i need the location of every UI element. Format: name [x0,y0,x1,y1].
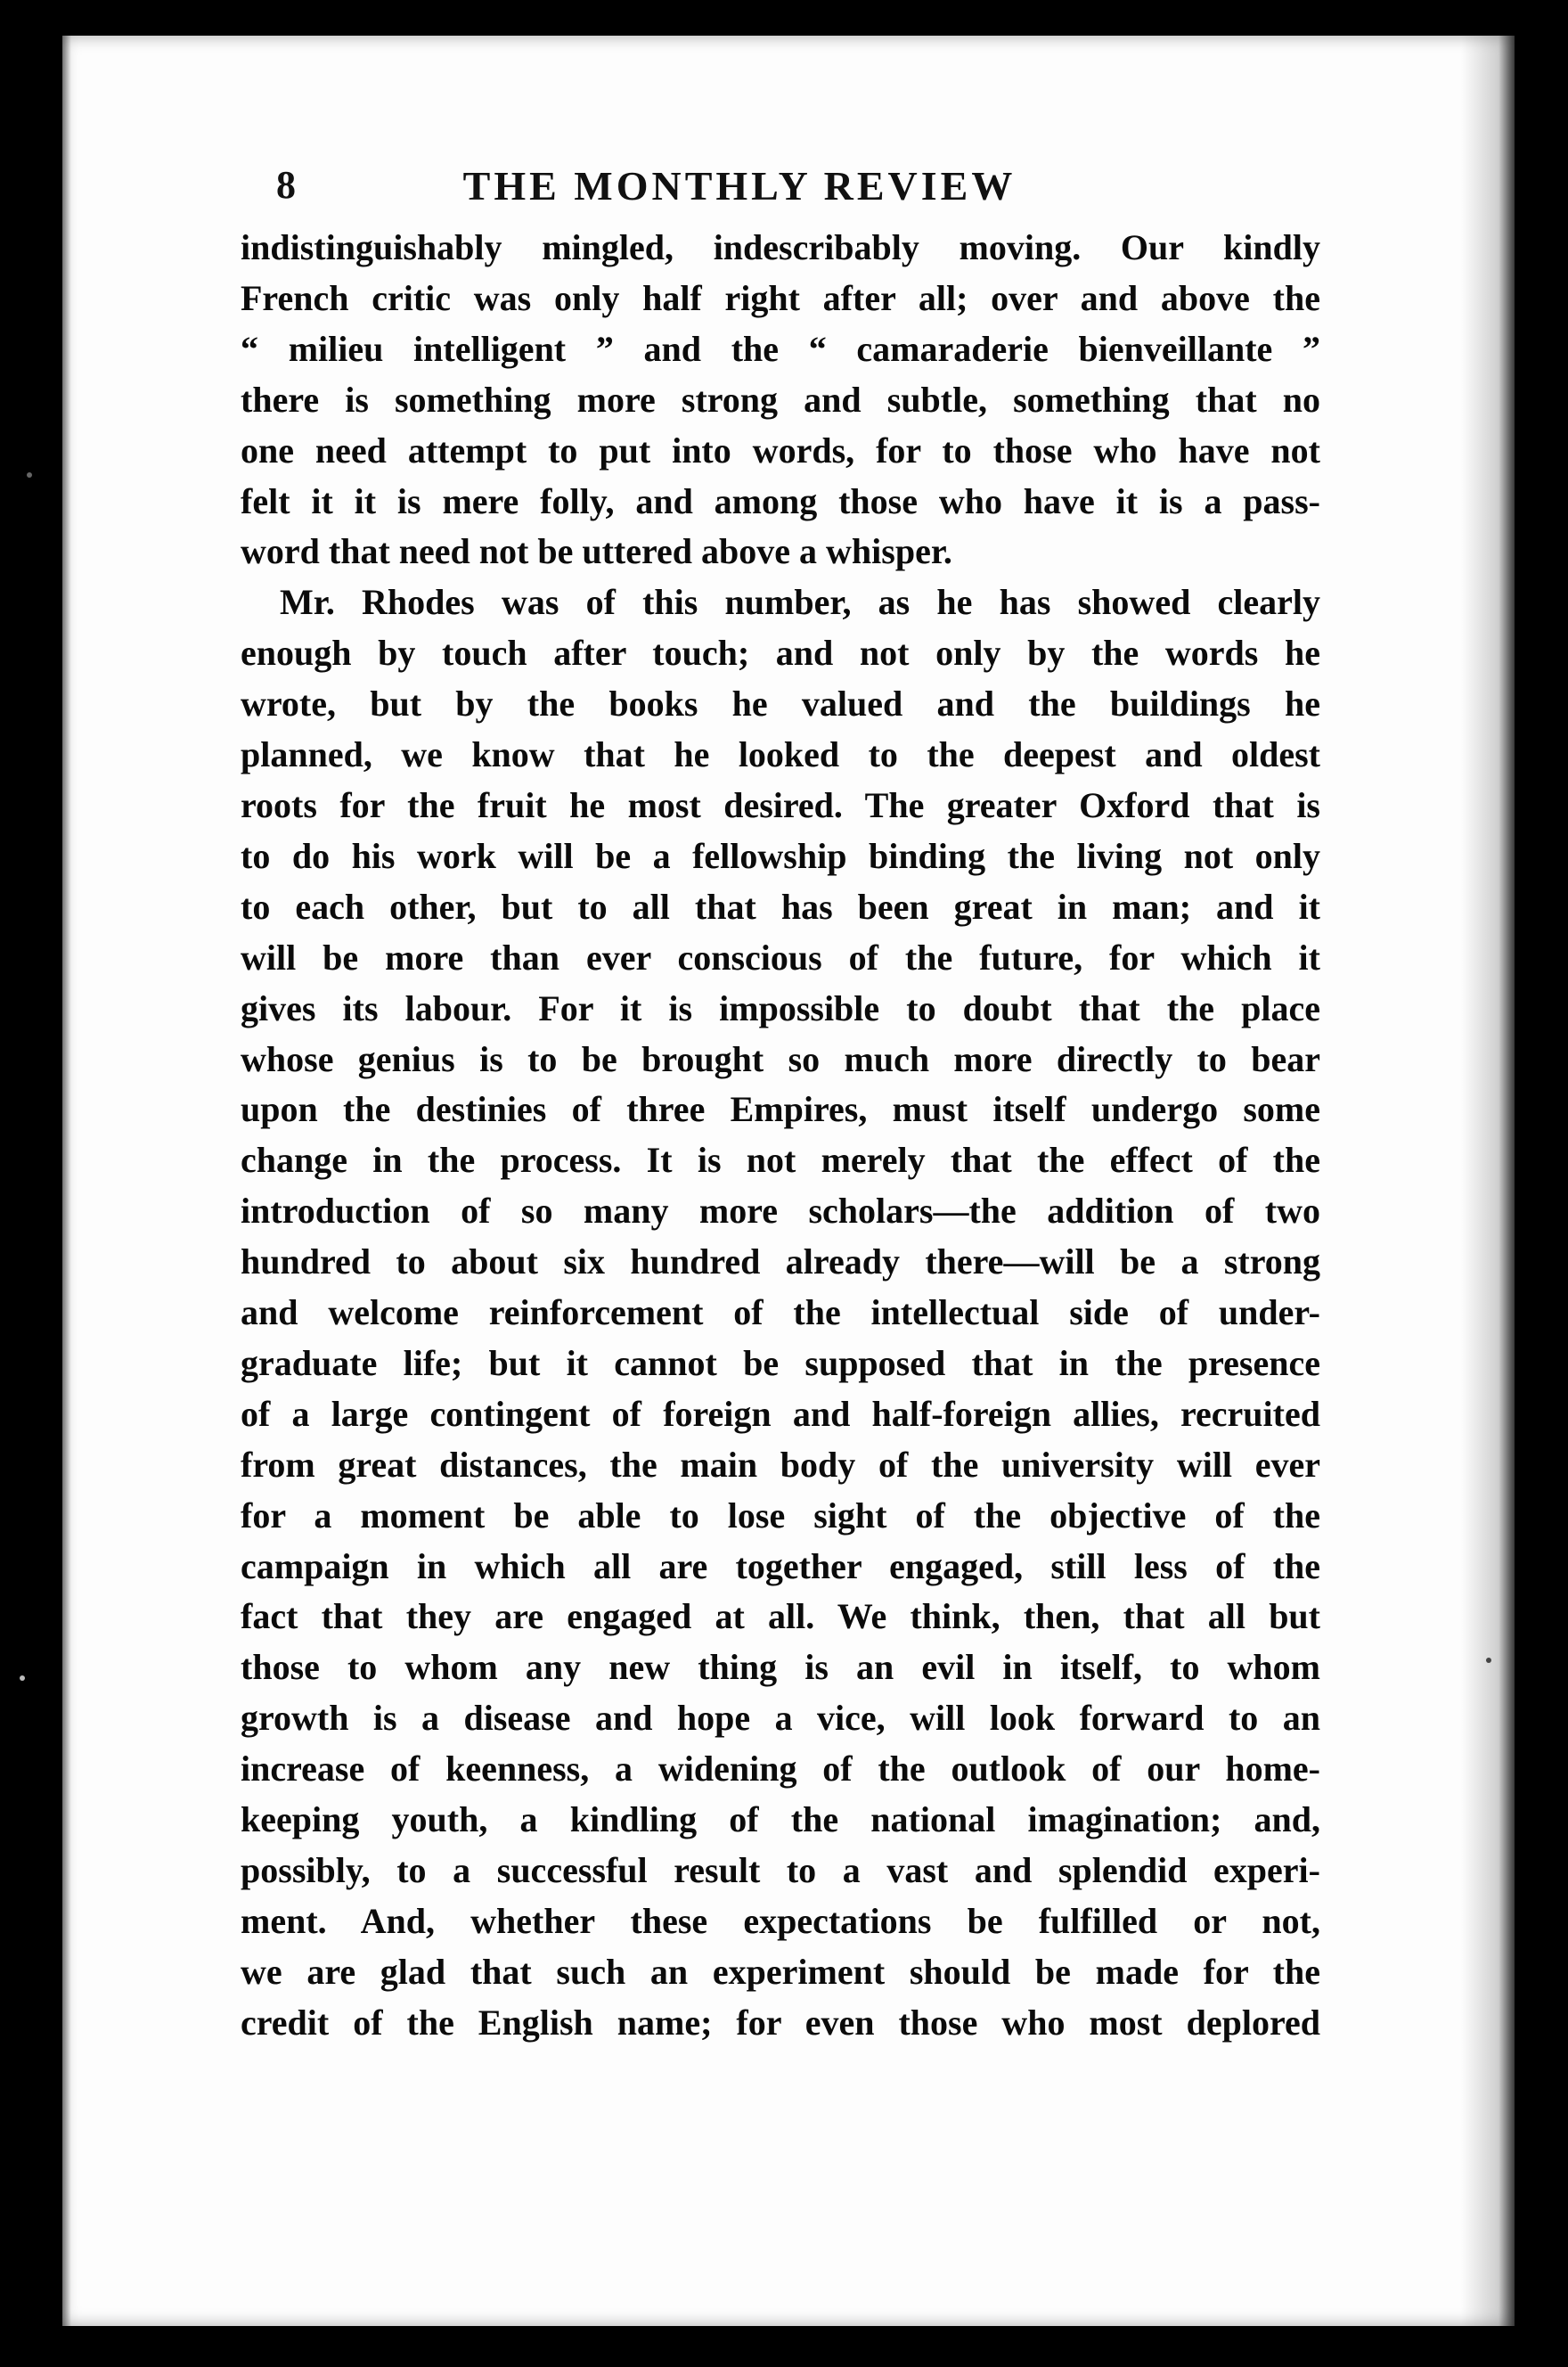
text-line: “ milieu intelligent ” and the “ camaraderie bienveillante ” [241,328,1320,369]
scan-speck [1486,1658,1491,1663]
text-line: of a large contingent of foreign and half-foreign allies, recruited [241,1393,1320,1434]
text-line: graduate life; but it cannot be supposed that in the presence [241,1342,1320,1383]
text-line: fact that they are engaged at all. We think, then, that all but [241,1596,1320,1637]
text-line: change in the process. It is not merely that the effect of the [241,1140,1320,1181]
text-line: from great distances, the main body of the university will ever [241,1444,1320,1485]
page-number: 8 [276,163,296,207]
text-line: will be more than ever conscious of the future, for which it [241,937,1320,978]
text-line: upon the destinies of three Empires, must itself undergo some [241,1089,1320,1130]
text-line: whose genius is to be brought so much more directly to bear [241,1038,1320,1079]
page-left-edge [62,36,71,2326]
text-line: and welcome reinforcement of the intellectual side of under- [241,1292,1320,1333]
text-line: word that need not be uttered above a whisper. [241,531,952,572]
scan-speck [27,472,32,478]
text-line: felt it it is mere folly, and among those who have it is a pass- [241,480,1320,521]
text-line: one need attempt to put into words, for to those who have not [241,430,1320,471]
text-line: possibly, to a successful result to a vast and splendid experi- [241,1850,1320,1890]
text-line: those to whom any new thing is an evil in itself, to whom [241,1647,1320,1688]
text-line: to do his work will be a fellowship binding the living not only [241,835,1320,876]
text-line: ment. And, whether these expectations be fulfilled or not, [241,1900,1320,1941]
text-line: there is something more strong and subtle, something that no [241,379,1320,420]
paragraph-2 [241,577,1320,2048]
text-line: wrote, but by the books he valued and the buildings he [241,684,1320,725]
text-line: French critic was only half right after all; over and above the [241,277,1320,318]
running-title: THE MONTHLY REVIEW [462,163,1017,209]
text-line: increase of keenness, a widening of the outlook of our home- [241,1749,1320,1790]
page-binding-shadow [1461,36,1515,2326]
text-line: campaign in which all are together engaged, still less of the [241,1545,1320,1586]
text-line: planned, we know that he looked to the deepest and oldest [241,734,1320,775]
text-line: keeping youth, a kindling of the national imagination; and, [241,1799,1320,1840]
text-line: roots for the fruit he most desired. The greater Oxford that is [241,784,1320,825]
text-line: introduction of so many more scholars—the addition of two [241,1191,1320,1232]
paragraph-1 [241,223,1320,577]
text-line: enough by touch after touch; and not only by the words he [241,633,1320,674]
scan-speck [20,1675,25,1681]
text-line: credit of the English name; for even those who most deplored [241,2002,1320,2043]
text-line: for a moment be able to lose sight of the objective of the [241,1495,1320,1536]
text-line: indistinguishably mingled, indescribably moving. Our kindly [241,227,1320,267]
text-line: Mr. Rhodes was of this number, as he has showed clearly [280,582,1320,623]
body-text [241,223,1320,2049]
text-line: we are glad that such an experiment should be made for the [241,1951,1320,1992]
text-line: to each other, but to all that has been great in man; and it [241,886,1320,927]
text-line: gives its labour. For it is impossible to doubt that the place [241,987,1320,1028]
text-line: growth is a disease and hope a vice, will look forward to an [241,1698,1320,1739]
text-line: hundred to about six hundred already there—will be a strong [241,1241,1320,1282]
